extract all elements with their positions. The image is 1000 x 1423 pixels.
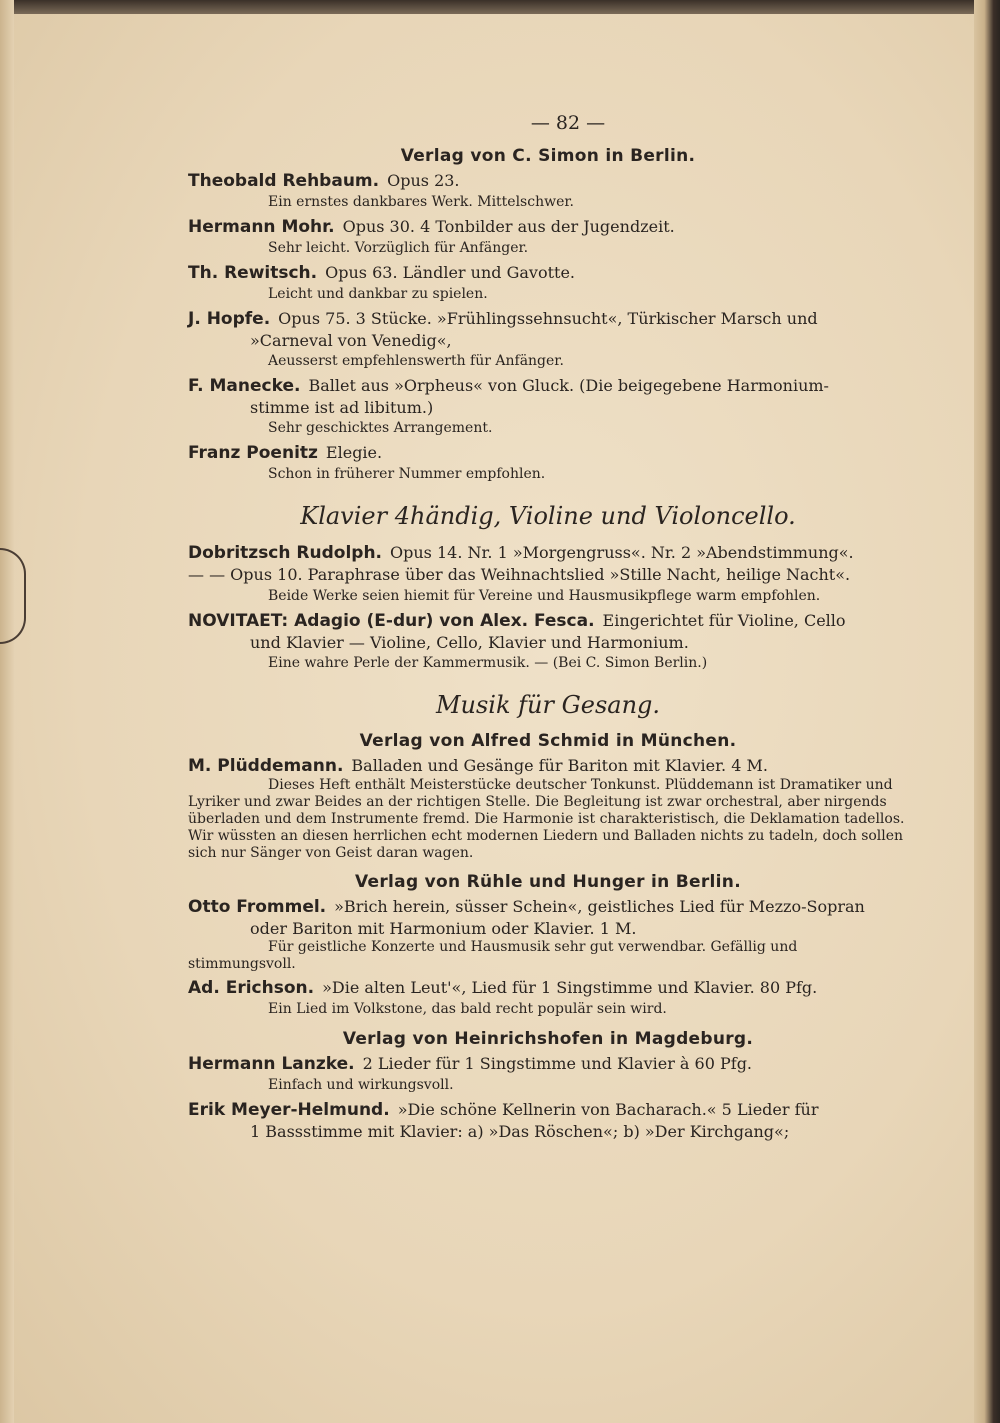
composer-name: Erik Meyer-Helmund.	[188, 1100, 390, 1120]
list-item	[188, 977, 908, 999]
review-comment: Ein ernstes dankbares Werk. Mittelschwer.	[268, 194, 574, 210]
work-title: Opus 14. Nr. 1 »Morgengruss«. Nr. 2 »Abendstimmung«.	[390, 543, 854, 562]
review-comment: Sehr geschicktes Arrangement.	[268, 420, 493, 436]
work-title: 2 Lieder für 1 Singstimme und Klavier à 60 Pfg.	[362, 1054, 753, 1073]
list-item	[188, 896, 908, 918]
work-title: Elegie.	[325, 443, 383, 462]
page-top-edge	[0, 0, 1000, 14]
publisher-heading: Verlag von Heinrichshofen in Magdeburg.	[342, 1029, 754, 1049]
list-item	[188, 755, 908, 777]
publisher-heading: Verlag von Rühle und Hunger in Berlin.	[355, 872, 741, 892]
work-title: »Die schöne Kellnerin von Bacharach.« 5 Lieder für	[397, 1100, 819, 1119]
page-number: — 82 —	[530, 112, 606, 134]
list-item: — — Opus 10. Paraphrase über das Weihnachtslied »Stille Nacht, heilige Nacht«.	[188, 565, 851, 584]
publisher-heading: Verlag von Alfred Schmid in München.	[359, 731, 737, 751]
review-comment: Sehr leicht. Vorzüglich für Anfänger.	[268, 240, 529, 256]
composer-name: Dobritzsch Rudolph.	[188, 543, 383, 563]
composer-name: Hermann Mohr.	[188, 217, 335, 237]
work-title-continued: »Carneval von Venedig«,	[250, 331, 452, 350]
section-heading-klavier: Klavier 4händig, Violine und Violoncello.	[300, 502, 796, 530]
review-comment: Schon in früherer Nummer empfohlen.	[268, 466, 546, 482]
composer-name: F. Manecke.	[188, 376, 301, 396]
work-title-continued: stimme ist ad libitum.)	[250, 398, 434, 417]
work-title-continued: und Klavier — Violine, Cello, Klavier und Harmonium.	[250, 633, 689, 652]
page-left-edge	[0, 0, 14, 1423]
work-title: »Brich herein, süsser Schein«, geistliches Lied für Mezzo-Sopran	[334, 897, 865, 916]
review-comment: Beide Werke seien hiemit für Vereine und Hausmusikpflege warm empfohlen.	[268, 588, 821, 604]
work-title: Balladen und Gesänge für Bariton mit Klavier. 4 M.	[351, 756, 768, 775]
composer-name: Franz Poenitz	[188, 443, 318, 463]
list-item	[188, 1099, 908, 1121]
list-item	[188, 262, 908, 284]
composer-name: Hermann Lanzke.	[188, 1054, 355, 1074]
binding-clip	[0, 548, 26, 644]
review-comment: Eine wahre Perle der Kammermusik. — (Bei C. Simon Berlin.)	[268, 655, 708, 671]
list-item	[188, 542, 908, 564]
page-right-edge	[974, 0, 1000, 1423]
composer-name: Ad. Erichson.	[188, 978, 315, 998]
work-title: Eingerichtet für Violine, Cello	[602, 611, 846, 630]
novelty-title: NOVITAET: Adagio (E-dur) von Alex. Fesca.	[188, 611, 595, 631]
review-comment: Dieses Heft enthält Meisterstücke deutscher Tonkunst. Plüddemann ist Dramatiker und Lyriker und zwar Beides an der richtigen Stelle. Die Begleitung ist zwar orchestral, aber nirgends überladen und dem Instrumente fremd. Die Harmonie ist charakteristisch, die Deklamation tadellos. Wir wüssten an diesen herrlichen echt modernen Liedern und Balladen nichts zu tadeln, doch sollen sich nur Sänger von Geist daran wagen.	[188, 777, 905, 861]
composer-name: Otto Frommel.	[188, 897, 327, 917]
list-item	[188, 216, 908, 238]
review-comment: Aeusserst empfehlenswerth für Anfänger.	[268, 353, 564, 369]
review-comment: Leicht und dankbar zu spielen.	[268, 286, 488, 302]
work-title-continued: oder Bariton mit Harmonium oder Klavier. 1 M.	[250, 919, 637, 938]
list-item	[188, 170, 908, 192]
page-content	[188, 112, 908, 1142]
publisher-heading: Verlag von C. Simon in Berlin.	[400, 146, 696, 166]
list-item	[188, 375, 908, 397]
work-title: Opus 75. 3 Stücke. »Frühlingssehnsucht«, Türkischer Marsch und	[278, 309, 818, 328]
work-title: Opus 30. 4 Tonbilder aus der Jugendzeit.	[342, 217, 675, 236]
review-comment: Für geistliche Konzerte und Hausmusik sehr gut verwendbar. Gefällig und stimmungsvoll.	[188, 939, 798, 972]
list-item	[188, 1053, 908, 1075]
review-comment: Einfach und wirkungsvoll.	[268, 1077, 454, 1093]
composer-name: J. Hopfe.	[188, 309, 271, 329]
composer-name: M. Plüddemann.	[188, 756, 344, 776]
list-item	[188, 308, 908, 330]
work-title-continued: 1 Bassstimme mit Klavier: a) »Das Röschen«; b) »Der Kirchgang«;	[250, 1122, 790, 1141]
list-item	[188, 442, 908, 464]
list-item	[188, 610, 908, 632]
section-heading-gesang: Musik für Gesang.	[435, 691, 661, 719]
review-comment: Ein Lied im Volkstone, das bald recht populär sein wird.	[268, 1001, 667, 1017]
work-title: Ballet aus »Orpheus« von Gluck. (Die beigegebene Harmonium-	[308, 376, 829, 395]
composer-name: Theobald Rehbaum.	[188, 171, 380, 191]
composer-name: Th. Rewitsch.	[188, 263, 318, 283]
work-title: »Die alten Leut'«, Lied für 1 Singstimme und Klavier. 80 Pfg.	[322, 978, 818, 997]
work-title: Opus 63. Ländler und Gavotte.	[325, 263, 575, 282]
work-title: Opus 23.	[387, 171, 460, 190]
